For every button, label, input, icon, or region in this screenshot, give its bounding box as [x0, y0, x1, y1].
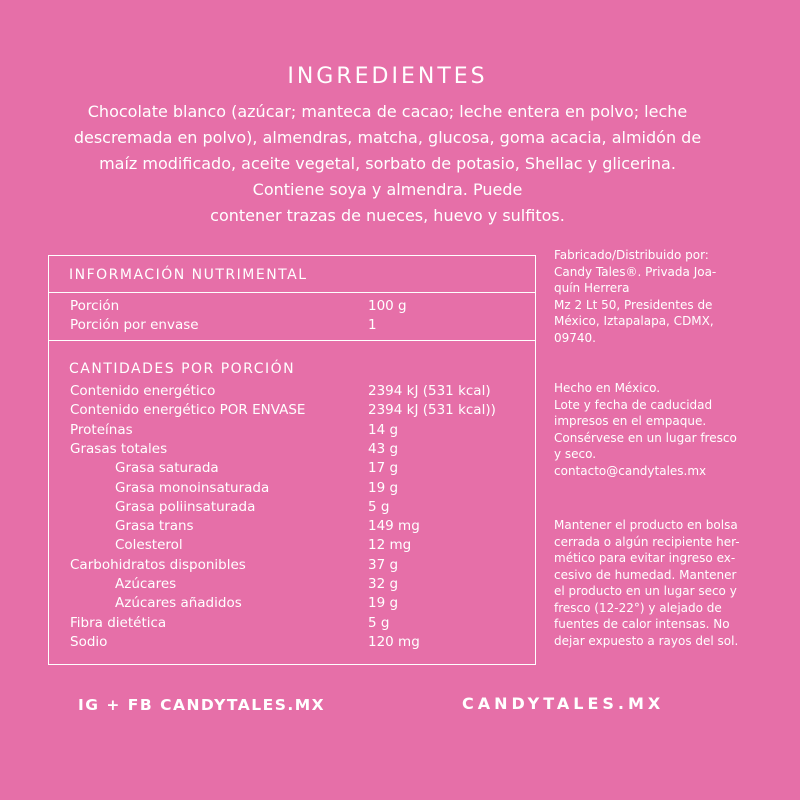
info-line: Consérvese en un lugar fresco — [554, 430, 737, 445]
nutrient-value: 5 g — [368, 498, 390, 515]
ingredients-line: descremada en polvo), almendras, matcha, glucosa, goma acacia, almidón de — [73, 128, 702, 147]
info-line: cerrada o algún recipiente her- — [554, 534, 740, 549]
ingredients-line: contener trazas de nueces, huevo y sulfitos. — [210, 206, 565, 225]
nutrient-label: Grasa monoinsaturada — [115, 479, 270, 496]
website: CANDYTALES.MX — [462, 694, 665, 713]
nutrient-value: 12 mg — [368, 537, 412, 554]
info-line: Mantener el producto en bolsa — [554, 518, 738, 532]
contact-email: contacto@candytales.mx — [554, 463, 707, 478]
nutrient-row — [70, 576, 520, 595]
row-label: Porción por envase — [70, 317, 199, 333]
divider — [49, 292, 535, 293]
nutrient-value: 32 g — [368, 576, 399, 592]
ingredients-title: INGREDIENTES — [287, 64, 488, 89]
manufacturer-info — [554, 247, 774, 346]
info-line: México, Iztapalapa, CDMX, — [554, 314, 714, 328]
nutrient-label: Contenido energético — [70, 383, 216, 399]
nutrient-value: 5 g — [368, 614, 390, 631]
info-line: Fabricado/Distribuido por: — [554, 248, 709, 262]
nutrient-label: Colesterol — [115, 537, 183, 554]
nutrition-facts-panel — [48, 255, 536, 665]
storage-info — [554, 517, 774, 649]
nutrient-value: 2394 kJ (531 kcal)) — [368, 402, 496, 419]
info-line: 09740. — [554, 330, 596, 345]
nutrient-row — [70, 441, 520, 460]
row-label: Porción — [70, 298, 120, 314]
nutrient-label: Azúcares añadidos — [115, 595, 242, 612]
info-line: el producto en un lugar seco y — [554, 584, 737, 598]
nutrient-label: Azúcares — [115, 576, 177, 592]
ingredients-text — [50, 99, 725, 229]
info-line: fresco (12-22°) y alejado de — [554, 600, 722, 615]
nutrient-row — [70, 615, 520, 634]
info-line: mético para evitar ingreso ex- — [554, 551, 736, 565]
nutrient-label: Proteínas — [70, 421, 133, 438]
info-line: cesivo de humedad. Mantener — [554, 567, 737, 582]
ingredients-line: Contiene soya y almendra. Puede — [252, 180, 523, 199]
info-line: y seco. — [554, 447, 597, 461]
nutrient-value: 17 g — [368, 460, 399, 477]
nutrient-row — [70, 634, 520, 653]
nutrient-label: Grasa poliinsaturada — [115, 498, 256, 515]
divider — [49, 340, 535, 341]
nutrient-row — [70, 460, 520, 479]
info-line: quín Herrera — [554, 281, 630, 295]
nutrient-value: 14 g — [368, 421, 399, 438]
nutrient-row — [70, 518, 520, 537]
row-value: 100 g — [368, 298, 407, 314]
nutrient-value: 37 g — [368, 556, 399, 573]
social-handle: IG + FB CANDYTALES.MX — [78, 696, 326, 714]
nutrient-row — [70, 595, 520, 614]
nutrition-title: INFORMACIÓN NUTRIMENTAL — [69, 267, 308, 283]
nutrient-label: Carbohidratos disponibles — [70, 556, 246, 573]
nutrient-value: 2394 kJ (531 kcal) — [368, 383, 491, 399]
serving-row — [70, 317, 520, 336]
nutrient-label: Grasas totales — [70, 440, 168, 457]
nutrient-value: 120 mg — [368, 633, 420, 650]
ingredients-line: Chocolate blanco (azúcar; manteca de cacao; leche entera en polvo; leche — [87, 102, 688, 121]
nutrient-row — [70, 383, 520, 402]
nutrient-row — [70, 422, 520, 441]
info-line: Lote y fecha de caducidad — [554, 397, 713, 412]
nutrient-row — [70, 557, 520, 576]
info-line: impresos en el empaque. — [554, 414, 707, 428]
origin-info — [554, 380, 774, 479]
nutrient-value: 149 mg — [368, 518, 420, 535]
info-line: fuentes de calor intensas. No — [554, 617, 730, 631]
info-line: dejar expuesto a rayos del sol. — [554, 633, 739, 648]
serving-row — [70, 298, 520, 317]
nutrient-label: Grasa saturada — [115, 460, 219, 477]
info-line: Hecho en México. — [554, 381, 661, 395]
info-line: Candy Tales®. Privada Joa- — [554, 264, 717, 279]
nutrient-label: Fibra dietética — [70, 614, 167, 631]
nutrient-row — [70, 402, 520, 421]
nutrient-value: 43 g — [368, 440, 399, 457]
nutrient-value: 19 g — [368, 595, 399, 612]
info-line: Mz 2 Lt 50, Presidentes de — [554, 297, 713, 312]
ingredients-line: maíz modificado, aceite vegetal, sorbato de potasio, Shellac y glicerina. — [99, 154, 676, 173]
nutrient-value: 19 g — [368, 479, 399, 496]
nutrient-label: Sodio — [70, 633, 108, 650]
nutrient-row — [70, 537, 520, 556]
nutrient-label: Grasa trans — [115, 518, 194, 535]
nutrient-row — [70, 499, 520, 518]
section-title: CANTIDADES POR PORCIÓN — [69, 361, 296, 377]
nutrient-row — [70, 480, 520, 499]
nutrient-label: Contenido energético POR ENVASE — [70, 402, 306, 419]
row-value: 1 — [368, 317, 377, 333]
